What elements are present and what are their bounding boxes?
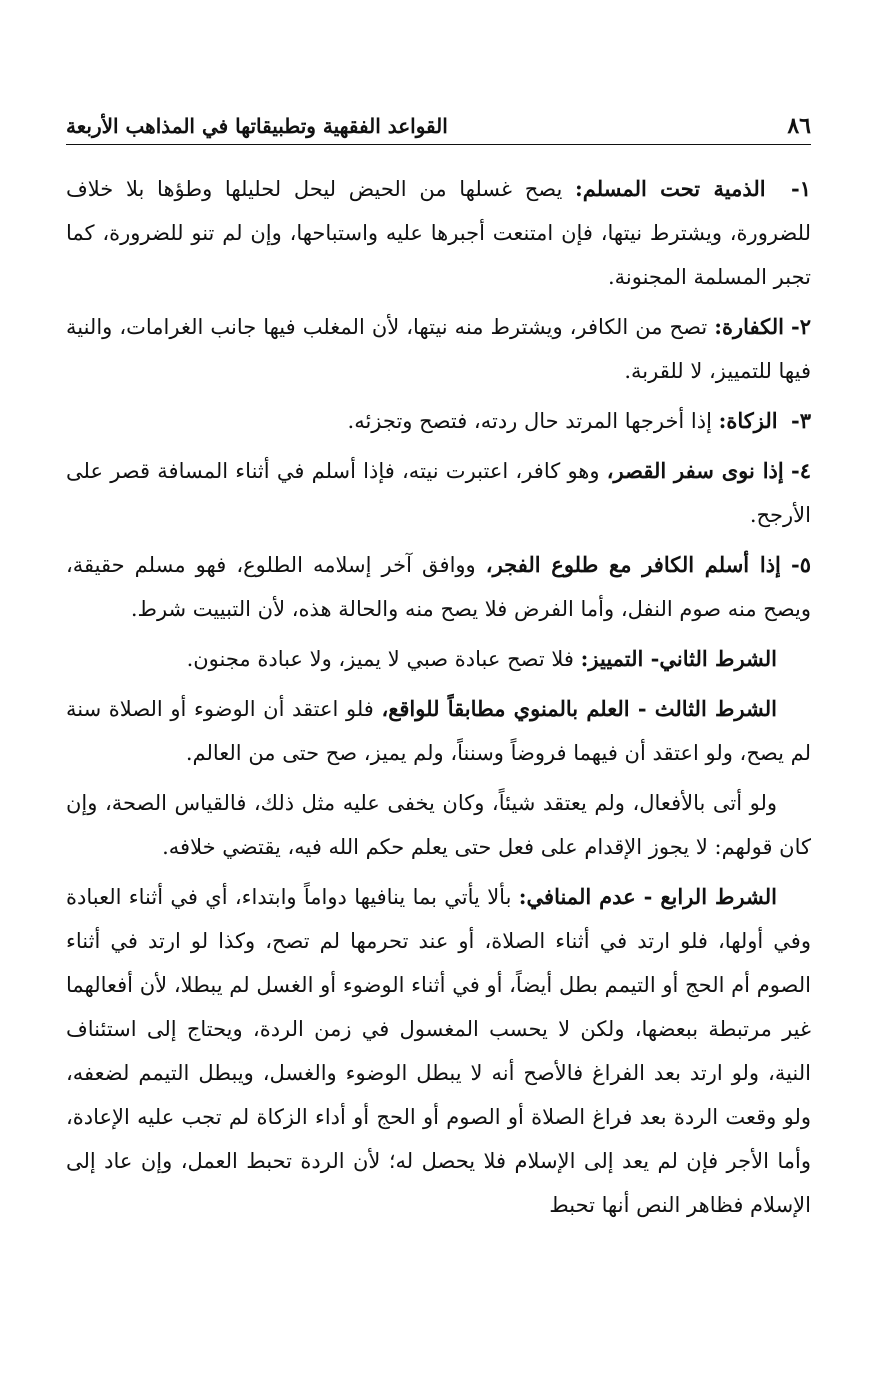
paragraph-condition-3 — [66, 687, 811, 775]
paragraph-lead: الشرط الثالث - العلم بالمنوي مطابقاً للواقع، — [381, 696, 777, 721]
paragraph-lead: الذمية تحت المسلم: — [575, 176, 766, 201]
paragraph-1 — [66, 167, 811, 299]
page-number: ٨٦ — [787, 113, 811, 139]
paragraph-lead: الكفارة: — [714, 314, 784, 339]
paragraph-lead: إذا أسلم الكافر مع طلوع الفجر، — [485, 552, 781, 577]
paragraph-text: تصح من الكافر، ويشترط منه نيتها، لأن المغلب فيها جانب الغرامات، والنية فيها للتمييز، لا للقربة. — [66, 315, 811, 383]
item-number: ٤- — [790, 458, 811, 483]
paragraph-lead: إذا نوى سفر القصر، — [606, 458, 784, 483]
paragraph-condition-4 — [66, 875, 811, 1227]
paragraph-text: ولو أتى بالأفعال، ولم يعتقد شيئاً، وكان يخفى عليه مثل ذلك، فالقياس الصحة، وإن كان قولهم: لا يجوز الإقدام على فعل حتى يعلم حكم الله فيه، يقتضي خلافه. — [66, 791, 811, 859]
paragraph-lead: الشرط الرابع - عدم المنافي: — [518, 884, 777, 909]
item-number: ٢- — [790, 314, 811, 339]
paragraph-text: يصح غسلها من الحيض ليحل لحليلها وطؤها بلا خلاف للضرورة، ويشترط نيتها، فإن امتنعت أجبرها عليه واستباحها، وإن لم تنو للضرورة، كما تجبر المسلمة المجنونة. — [66, 177, 811, 289]
paragraph-actions — [66, 781, 811, 869]
page-header — [66, 112, 811, 145]
paragraph-text: بألا يأتي بما ينافيها دواماً وابتداء، أي في أثناء العبادة وفي أولها، فلو ارتد في أثناء الصلاة، أو عند تحرمها لم تصح، وكذا لو ارتد في أثناء الصوم أم الحج أو التيمم بطل أيضاً، أو في أثناء الوضوء أو الغسل لم يبطلا، لأن أفعالهما غير مرتبطة ببعضها، ولكن لا يحسب المغسول في زمن الردة، ويحتاج إلى استئناف النية، ولو ارتد بعد الفراغ فالأصح أنه لا يبطل الوضوء والغسل، ويبطل التيمم لضعفه، ولو وقعت الردة بعد فراغ الصلاة أو الصوم أو الحج أو أداء الزكاة لم تجب عليه الإعادة، وأما الأجر فإن لم يعد إلى الإسلام فلا يحصل له؛ لأن الردة تحبط العمل، وإن عاد إلى الإسلام فظاهر النص أنها تحبط — [66, 885, 811, 1217]
item-number: ١- — [791, 176, 811, 201]
paragraph-text: فلو اعتقد أن الوضوء أو الصلاة سنة لم يصح، ولو اعتقد أن فيهما فروضاً وسنناً، ولم يميز، صح حتى من العالم. — [66, 697, 811, 765]
paragraph-5 — [66, 543, 811, 631]
paragraph-text: فلا تصح عبادة صبي لا يميز، ولا عبادة مجنون. — [186, 647, 574, 671]
paragraph-text: إذا أخرجها المرتد حال ردته، فتصح وتجزئه. — [347, 409, 712, 433]
paragraph-condition-2 — [66, 637, 811, 681]
paragraph-text: ووافق آخر إسلامه الطلوع، فهو مسلم حقيقة، ويصح منه صوم النفل، وأما الفرض فلا يصح منه والحالة هذه، لأن التبييت شرط. — [66, 553, 811, 621]
paragraph-lead: الشرط الثاني- التمييز: — [580, 646, 777, 671]
paragraph-4 — [66, 449, 811, 537]
running-title: القواعد الفقهية وتطبيقاتها في المذاهب الأربعة — [66, 114, 448, 138]
item-number: ٥- — [790, 552, 811, 577]
paragraph-2 — [66, 305, 811, 393]
paragraph-text: وهو كافر، اعتبرت نيته، فإذا أسلم في أثناء المسافة قصر على الأرجح. — [66, 459, 811, 527]
item-number: ٣- — [791, 408, 811, 433]
paragraph-lead: الزكاة: — [718, 408, 778, 433]
paragraph-3 — [66, 399, 811, 443]
